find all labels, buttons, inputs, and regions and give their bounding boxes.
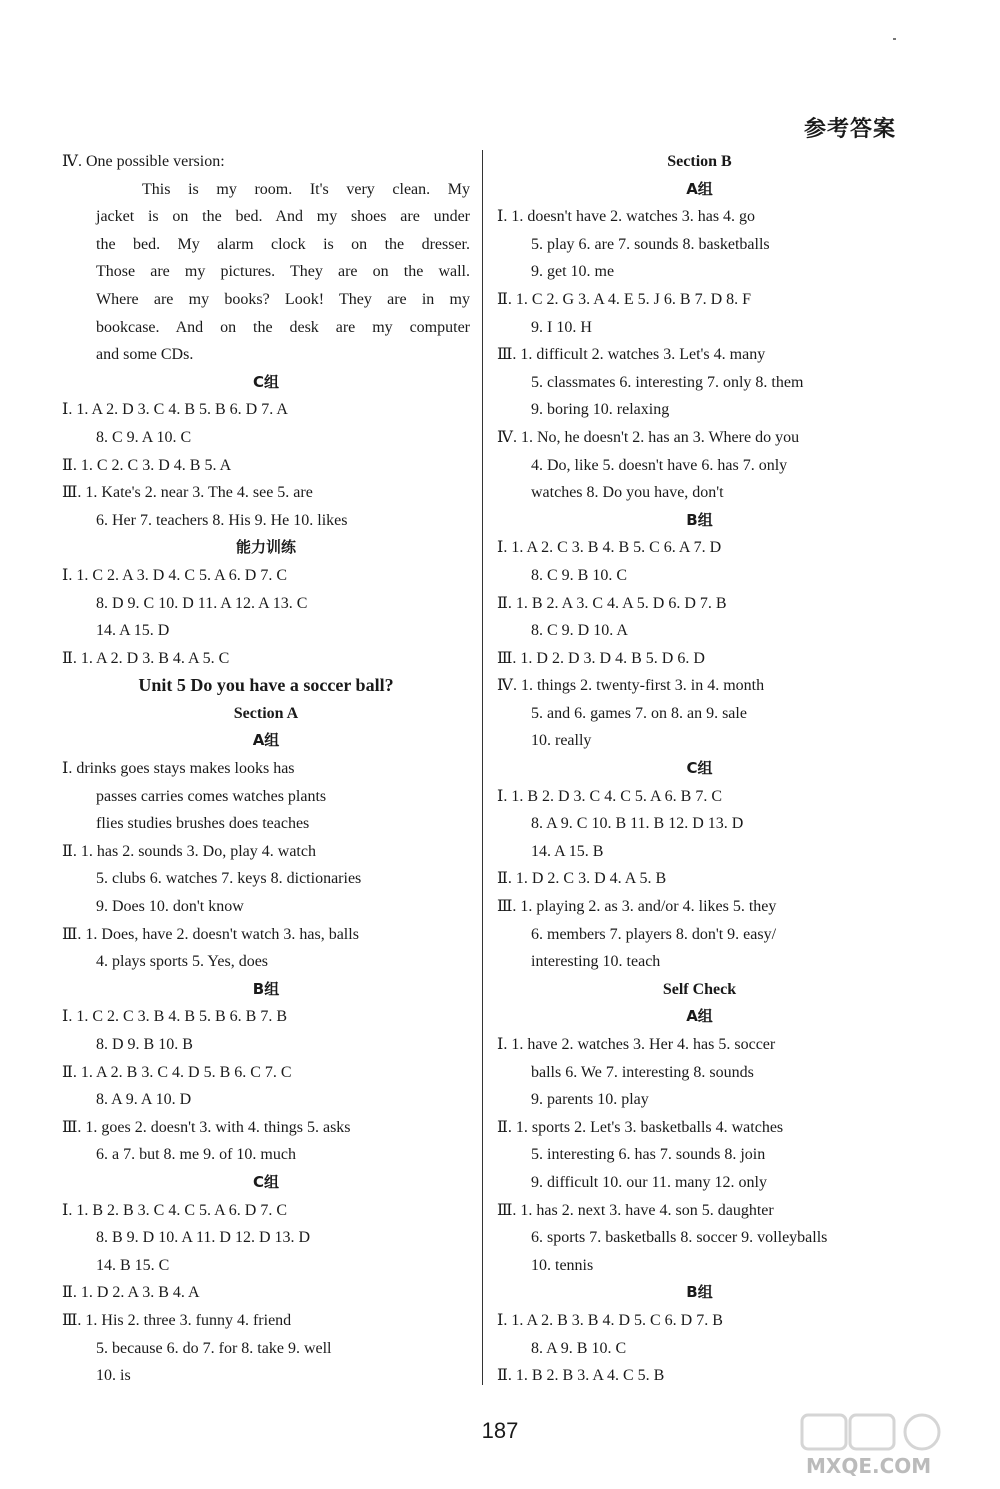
answer-line: 10. really xyxy=(531,732,592,750)
section-heading: Section A xyxy=(233,704,299,722)
answer-line: Ⅱ. 1. A 2. B 3. C 4. D 5. B 6. C 7. C xyxy=(62,1063,292,1081)
answer-line: Ⅰ. 1. A 2. B 3. B 4. D 5. C 6. D 7. B xyxy=(497,1311,723,1329)
answer-line: 5. interesting 6. has 7. sounds 8. join xyxy=(531,1146,766,1164)
answer-line: 6. a 7. but 8. me 9. of 10. much xyxy=(96,1146,296,1164)
answer-line: 9. get 10. me xyxy=(531,263,615,281)
answer-line: 6. members 7. players 8. don't 9. easy/ xyxy=(531,925,777,943)
group-heading: B组 xyxy=(686,1283,713,1302)
group-heading: A组 xyxy=(252,731,280,750)
section-heading: Self Check xyxy=(662,980,737,998)
section-heading: Section B xyxy=(667,153,732,170)
column-divider xyxy=(482,150,483,1385)
group-heading: B组 xyxy=(252,979,280,998)
answer-line: Ⅱ. 1. D 2. C 3. D 4. A 5. B xyxy=(497,870,667,888)
answer-line: flies studies brushes does teaches xyxy=(96,815,310,833)
answer-line: Ⅳ. 1. things 2. twenty-first 3. in 4. month xyxy=(497,677,765,695)
answer-line: 8. A 9. C 10. B 11. B 12. D 13. D xyxy=(531,815,744,833)
essay-line: Where are my books? Look! They are in my xyxy=(96,290,470,308)
group-heading: A组 xyxy=(686,179,713,198)
answer-line: 8. D 9. B 10. B xyxy=(96,1036,193,1053)
group-heading: C组 xyxy=(252,1172,279,1191)
answer-line: 10. tennis xyxy=(531,1256,594,1274)
svg-text:MXQE.COM: MXQE.COM xyxy=(806,1454,932,1478)
answer-line: 6. Her 7. teachers 8. His 9. He 10. likes xyxy=(96,511,348,529)
left-column xyxy=(62,148,470,1390)
answer-line: 4. plays sports 5. Yes, does xyxy=(96,953,269,971)
answer-line: Ⅲ. 1. has 2. next 3. have 4. son 5. daughter xyxy=(497,1201,774,1219)
answer-line: Ⅰ. 1. B 2. B 3. C 4. C 5. A 6. D 7. C xyxy=(62,1201,288,1219)
scan-mark xyxy=(893,38,896,40)
answer-line: 8. A 9. B 10. C xyxy=(531,1339,627,1357)
answer-line: Ⅳ. 1. No, he doesn't 2. has an 3. Where do you xyxy=(497,428,800,446)
answer-line: Ⅱ. 1. C 2. G 3. A 4. E 5. J 6. B 7. D 8. F xyxy=(497,290,752,308)
essay-line: Those are my pictures. They are on the wall. xyxy=(96,263,470,281)
answer-line: 8. C 9. B 10. C xyxy=(531,566,628,584)
answer-line: Ⅰ. 1. C 2. A 3. D 4. C 5. A 6. D 7. C xyxy=(62,566,288,584)
answer-line: Ⅰ. 1. A 2. D 3. C 4. B 5. B 6. D 7. A xyxy=(62,401,288,419)
essay-line: the bed. My alarm clock is on the dresser. xyxy=(96,235,470,253)
answer-line: 8. B 9. D 10. A 11. D 12. D 13. D xyxy=(96,1229,311,1247)
answer-line: 9. boring 10. relaxing xyxy=(531,401,670,419)
answer-line: Ⅱ. 1. has 2. sounds 3. Do, play 4. watch xyxy=(62,842,316,860)
answer-line: Ⅰ. 1. B 2. D 3. C 4. C 5. A 6. B 7. C xyxy=(497,787,723,805)
answer-line: Ⅲ. 1. playing 2. as 3. and/or 4. likes 5. they xyxy=(497,898,777,916)
answer-line: 5. play 6. are 7. sounds 8. basketballs xyxy=(531,235,770,253)
watermark-logo xyxy=(798,1409,988,1479)
group-heading: C组 xyxy=(252,372,279,391)
answer-line: 4. Do, like 5. doesn't have 6. has 7. only xyxy=(531,456,788,474)
answer-line: 9. I 10. H xyxy=(531,318,592,336)
answer-line: interesting 10. teach xyxy=(531,953,661,971)
answer-line: 8. D 9. C 10. D 11. A 12. A 13. C xyxy=(96,594,308,612)
answer-line: Ⅰ. 1. C 2. C 3. B 4. B 5. B 6. B 7. B xyxy=(62,1008,288,1026)
answer-line: Ⅲ. 1. difficult 2. watches 3. Let's 4. many xyxy=(497,346,766,364)
essay-line: jacket is on the bed. And my shoes are under xyxy=(96,208,470,226)
answer-line: 14. A 15. D xyxy=(96,622,170,640)
answer-line: Ⅱ. 1. B 2. B 3. A 4. C 5. B xyxy=(497,1367,665,1385)
answer-line: 9. parents 10. play xyxy=(531,1091,649,1109)
answer-line: 8. C 9. A 10. C xyxy=(96,428,192,446)
answer-line: Ⅲ. 1. goes 2. doesn't 3. with 4. things 5. asks xyxy=(62,1118,351,1136)
answer-line: Ⅱ. 1. B 2. A 3. C 4. A 5. D 6. D 7. B xyxy=(497,594,727,612)
right-column xyxy=(497,148,902,1390)
answer-line: Ⅲ. 1. D 2. D 3. D 4. B 5. D 6. D xyxy=(497,649,705,667)
answer-line: 5. clubs 6. watches 7. keys 8. dictionaries xyxy=(96,870,362,888)
answer-line: Ⅰ. 1. A 2. C 3. B 4. B 5. C 6. A 7. D xyxy=(497,539,722,557)
answer-line: Ⅱ. 1. A 2. D 3. B 4. A 5. C xyxy=(62,649,230,667)
essay-line: bookcase. And on the desk are my computer xyxy=(96,318,470,336)
answer-line: Ⅲ. 1. Does, have 2. doesn't watch 3. has, balls xyxy=(62,925,359,943)
answer-line: Ⅰ. 1. doesn't have 2. watches 3. has 4. go xyxy=(497,208,756,226)
page-header: 参考答案 xyxy=(803,117,896,142)
answer-line: 9. Does 10. don't know xyxy=(96,898,244,916)
unit-title: Unit 5 Do you have a soccer ball? xyxy=(138,675,394,696)
group-heading: C组 xyxy=(686,759,713,778)
answer-line: Ⅳ. One possible version: xyxy=(62,153,225,170)
answer-line: Ⅰ. drinks goes stays makes looks has xyxy=(62,760,295,778)
answer-line: Ⅲ. 1. Kate's 2. near 3. The 4. see 5. are xyxy=(62,484,313,502)
answer-line: balls 6. We 7. interesting 8. sounds xyxy=(531,1063,754,1081)
answer-line: 6. sports 7. basketballs 8. soccer 9. volleyballs xyxy=(531,1229,828,1247)
answer-line: 5. and 6. games 7. on 8. an 9. sale xyxy=(531,704,747,722)
answer-line: passes carries comes watches plants xyxy=(96,787,327,805)
answer-line: Ⅱ. 1. sports 2. Let's 3. basketballs 4. watches xyxy=(497,1118,784,1136)
essay-line: and some CDs. xyxy=(96,346,194,364)
answer-line: 14. B 15. C xyxy=(96,1256,170,1274)
answer-line: Ⅲ. 1. His 2. three 3. funny 4. friend xyxy=(62,1311,292,1329)
essay-line: This is my room. It's very clean. My xyxy=(142,180,470,198)
answer-line: Ⅱ. 1. D 2. A 3. B 4. A xyxy=(62,1284,200,1302)
answer-line: 8. A 9. A 10. D xyxy=(96,1091,192,1109)
group-heading: 能力训练 xyxy=(235,538,296,557)
answer-line: 5. because 6. do 7. for 8. take 9. well xyxy=(96,1339,332,1357)
answer-line: 14. A 15. B xyxy=(531,842,604,860)
answer-line: 9. difficult 10. our 11. many 12. only xyxy=(531,1173,767,1191)
answer-line: 10. is xyxy=(96,1367,131,1385)
answer-line: 5. classmates 6. interesting 7. only 8. them xyxy=(531,373,804,391)
answer-line: Ⅱ. 1. C 2. C 3. D 4. B 5. A xyxy=(62,456,232,474)
group-heading: A组 xyxy=(686,1007,713,1026)
answer-line: 8. C 9. D 10. A xyxy=(531,622,628,640)
answer-line: Ⅰ. 1. have 2. watches 3. Her 4. has 5. soccer xyxy=(497,1036,776,1053)
group-heading: B组 xyxy=(686,510,713,529)
page-number: 187 xyxy=(481,1418,519,1443)
answer-line: watches 8. Do you have, don't xyxy=(531,484,724,502)
